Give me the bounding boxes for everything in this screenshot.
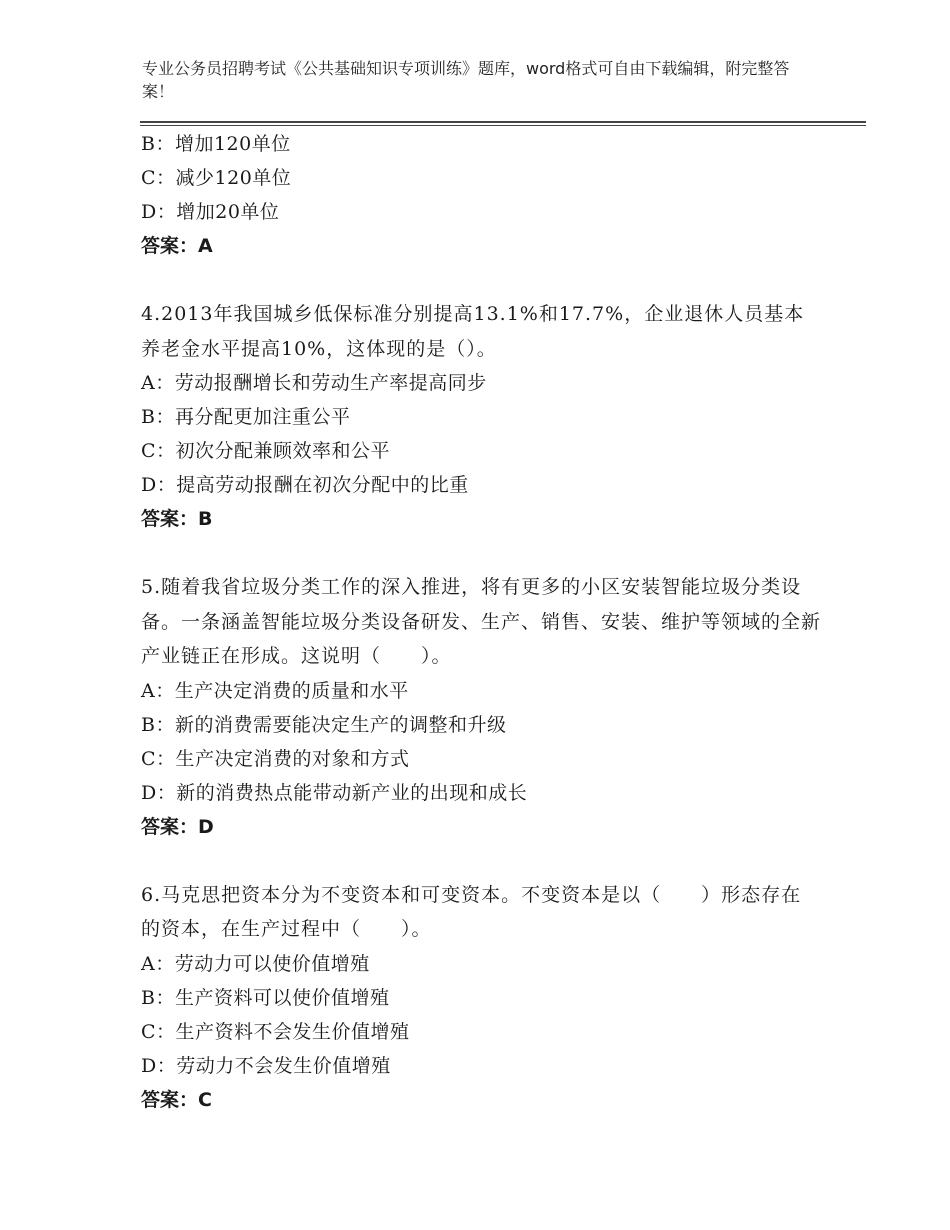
- answer: 答案：D: [141, 815, 214, 838]
- answer: 答案：A: [141, 235, 213, 257]
- option-c: C：生产决定消费的对象和方式: [141, 747, 410, 770]
- option-b: B：新的消费需要能决定生产的调整和升级: [141, 713, 507, 736]
- header-rule-thick: [140, 121, 866, 123]
- header-rule-thin: [140, 125, 866, 126]
- option-c: C：初次分配兼顾效率和公平: [141, 440, 391, 462]
- option-b: B：再分配更加注重公平: [141, 406, 351, 428]
- option-a: A：生产决定消费的质量和水平: [141, 679, 409, 702]
- option-d: D：劳动力不会发生价值增殖: [141, 1054, 391, 1077]
- option-a: A：劳动报酬增长和劳动生产率提高同步: [141, 372, 487, 394]
- option-d: D：增加20单位: [141, 201, 280, 223]
- option-c: C：生产资料不会发生价值增殖: [141, 1020, 410, 1043]
- option-c: C：减少120单位: [141, 167, 292, 189]
- answer: 答案：C: [141, 1088, 212, 1111]
- document-header: 专业公务员招聘考试《公共基础知识专项训练》题库，word格式可自由下载编辑，附完整答案！: [142, 59, 790, 101]
- partial-question: [141, 127, 821, 263]
- option-a: A：劳动力可以使价值增殖: [141, 952, 370, 975]
- option-b: B：生产资料可以使价值增殖: [141, 986, 390, 1009]
- question-6: [141, 878, 821, 1117]
- option-d: D：新的消费热点能带动新产业的出现和成长: [141, 781, 528, 804]
- option-d: D：提高劳动报酬在初次分配中的比重: [141, 474, 469, 496]
- question-text: 6.马克思把资本分为不变资本和可变资本。不变资本是以（ ）形态存在的资本，在生产过程中（ ）。: [141, 883, 802, 940]
- answer: 答案：B: [141, 508, 213, 530]
- question-text: 5.随着我省垃圾分类工作的深入推进，将有更多的小区安装智能垃圾分类设备。一条涵盖智能垃圾分类设备研发、生产、销售、安装、维护等领域的全新产业链正在形成。这说明（ ）。: [141, 576, 822, 667]
- question-5: [141, 570, 821, 844]
- document-body: [141, 127, 821, 1117]
- question-text: 4.2013年我国城乡低保标准分别提高13.1%和17.7%，企业退休人员基本养老金水平提高10%，这体现的是（）。: [141, 303, 805, 360]
- option-b: B：增加120单位: [141, 133, 291, 155]
- question-4: [141, 297, 821, 536]
